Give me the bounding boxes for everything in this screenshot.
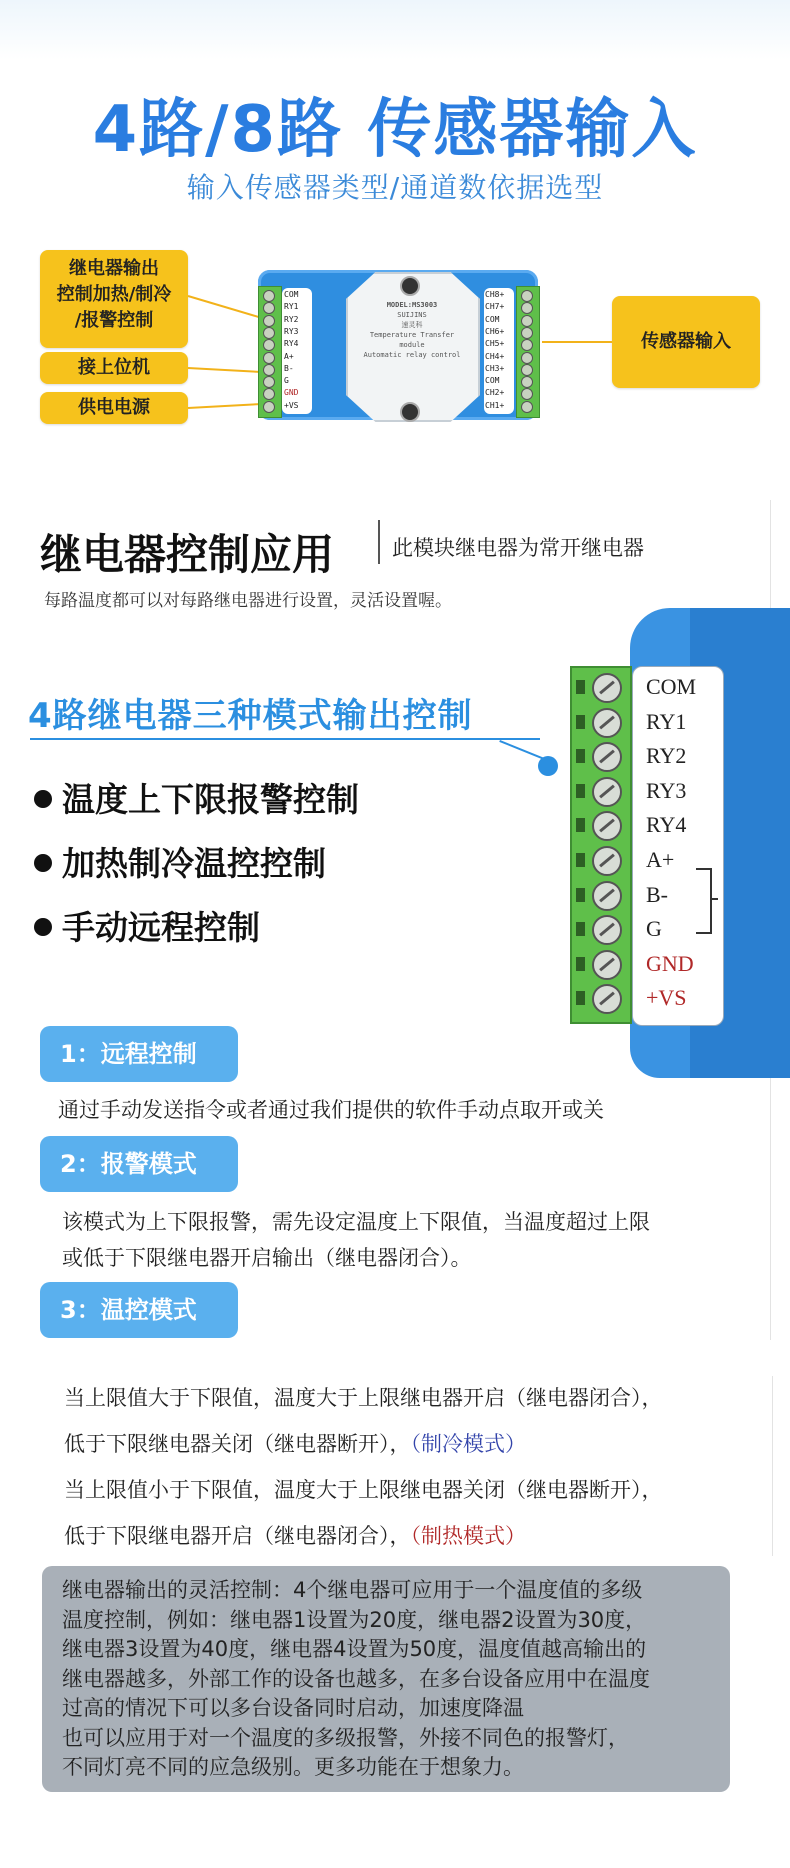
terminal-screw xyxy=(572,707,626,737)
flexible-line: 过高的情况下可以多台设备同时启动，加速度降温 xyxy=(62,1696,524,1720)
temp-rule-text: 低于下限继电器关闭（继电器断开）， xyxy=(64,1432,411,1456)
flexible-line: 继电器越多，外部工作的设备也越多，在多台设备应用中在温度 xyxy=(62,1666,650,1691)
terminal-nub xyxy=(576,922,585,936)
leader-line xyxy=(499,740,544,760)
relay-section-desc: 每路温度都可以对每路继电器进行设置，灵活设置喔。 xyxy=(44,591,452,611)
module-text-line: Temperature Transfer module xyxy=(369,331,455,349)
terminal-nub xyxy=(576,957,585,971)
bullet-item xyxy=(34,774,359,821)
relay-section-title: 继电器控制应用 xyxy=(40,530,335,579)
terminal-screw-icon xyxy=(263,327,275,339)
bullet-text: 温度上下限报警控制 xyxy=(62,780,359,819)
terminal-screw-icon xyxy=(521,376,533,388)
heading-underline xyxy=(30,738,540,740)
pin-label: CH8+ xyxy=(485,290,505,299)
rs485-bracket xyxy=(696,868,712,934)
closeup-pin-label: B- xyxy=(646,881,668,907)
pin-label: CH4+ xyxy=(485,351,505,361)
mode-badge-remote: 1：远程控制 xyxy=(40,1026,238,1082)
pin-label: RY4 xyxy=(284,339,299,349)
temp-rule-line: 当上限值小于下限值，温度大于上限继电器关闭（继电器断开）， xyxy=(64,1478,663,1502)
pin-label: CH5+ xyxy=(485,339,505,349)
pin-label: CH7+ xyxy=(485,302,505,312)
terminal-screw-icon xyxy=(263,290,275,302)
rs485-bracket-tick xyxy=(710,898,718,900)
mode-alarm-line: 该模式为上下限报警，需先设定温度上下限值，当温度超过上限 xyxy=(62,1210,650,1234)
bullet-text: 加热制冷温控控制 xyxy=(62,844,326,883)
terminal-screw xyxy=(572,914,626,944)
terminal-screw-icon xyxy=(521,352,533,364)
terminal-screw xyxy=(572,949,626,979)
temp-rule-line xyxy=(64,1428,526,1458)
leader-dot xyxy=(538,756,558,776)
bullet-item xyxy=(34,902,260,949)
pin-label: CH2+ xyxy=(485,388,505,398)
terminal-screw xyxy=(572,672,626,702)
terminal-nub xyxy=(576,784,585,798)
module-text-line: MODEL:MS3003 xyxy=(386,301,438,309)
module-text-line: Automatic relay control xyxy=(363,351,461,359)
terminal-nub xyxy=(576,715,585,729)
module-label xyxy=(360,300,464,360)
mode-alarm-line: 或低于下限继电器开启输出（继电器闭合）。 xyxy=(62,1246,472,1270)
terminal-screw xyxy=(572,810,626,840)
terminal-nub xyxy=(576,680,585,694)
screw-icon xyxy=(592,777,622,807)
hero-subtitle: 输入传感器类型/通道数依据选型 xyxy=(186,171,604,204)
temp-rule-line: 当上限值大于下限值，温度大于上限继电器开启（继电器闭合）， xyxy=(64,1386,663,1410)
screw-icon xyxy=(592,846,622,876)
flexible-line: 继电器输出的灵活控制：4个继电器可应用于一个温度值的多级 xyxy=(62,1578,643,1602)
pin-label: CH6+ xyxy=(485,326,505,336)
pin-label: RY2 xyxy=(284,314,299,324)
bullet-dot xyxy=(34,918,52,936)
closeup-pin-label: G xyxy=(646,916,662,942)
hero-title: 4路/8路 传感器输入 xyxy=(92,93,698,167)
module-text-line: SUIJINS xyxy=(397,311,427,319)
mode-alarm-text xyxy=(62,1204,650,1276)
screw-icon xyxy=(592,915,622,945)
closeup-pin-label: +VS xyxy=(646,985,687,1011)
closeup-pin-label: RY4 xyxy=(646,812,687,838)
relay-section-note: 此模块继电器为常开继电器 xyxy=(392,536,644,560)
pin-label: COM xyxy=(485,314,500,324)
pin-label: GND xyxy=(284,388,299,398)
screw-icon xyxy=(592,673,622,703)
pin-label: +VS xyxy=(284,400,299,410)
terminal-screw-icon xyxy=(263,364,275,376)
relay-output-label-line: /报警控制 xyxy=(74,310,154,331)
terminal-screw xyxy=(572,776,626,806)
flexible-line: 温度控制，例如：继电器1设置为20度，继电器2设置为30度， xyxy=(62,1607,647,1632)
pin-label: A+ xyxy=(284,351,294,361)
terminal-screw xyxy=(572,880,626,910)
bullet-item xyxy=(34,838,326,885)
closeup-pin-label: GND xyxy=(646,950,694,976)
terminal-nub xyxy=(576,853,585,867)
screw-icon xyxy=(592,950,622,980)
closeup-pin-label: COM xyxy=(646,674,697,699)
terminal-nub xyxy=(576,991,585,1005)
divider xyxy=(772,1376,773,1556)
pin-label: COM xyxy=(284,290,299,299)
pin-label: B- xyxy=(284,363,294,373)
screw-icon xyxy=(592,811,622,841)
heating-mode-tag: （制热模式） xyxy=(410,1524,526,1548)
terminal-screw xyxy=(572,741,626,771)
relay-output-label-line: 继电器输出 xyxy=(69,258,159,279)
terminal-screw-icon xyxy=(263,315,275,327)
pin-label: CH3+ xyxy=(485,363,505,373)
pin-label: CH1+ xyxy=(485,400,505,410)
screw-icon xyxy=(400,402,420,422)
host-label: 接上位机 xyxy=(40,352,188,384)
closeup-pin-label: RY3 xyxy=(646,777,687,803)
terminal-screw xyxy=(572,845,626,875)
terminal-nub xyxy=(576,749,585,763)
screw-icon xyxy=(400,276,420,296)
cooling-mode-tag: （制冷模式） xyxy=(410,1432,526,1456)
bullet-text: 手动远程控制 xyxy=(62,908,260,947)
terminal-screw xyxy=(572,983,626,1013)
terminal-nub xyxy=(576,818,585,832)
temp-rule-text: 低于下限继电器开启（继电器闭合）， xyxy=(64,1524,411,1548)
screw-icon xyxy=(592,984,622,1014)
relay-output-label-line: 控制加热/制冷 xyxy=(56,284,172,305)
pin-label: G xyxy=(284,376,289,386)
flexible-line: 不同灯亮不同的应急级别。更多功能在于想象力。 xyxy=(62,1755,524,1779)
terminal-screw-icon xyxy=(521,290,533,302)
closeup-pin-label: RY2 xyxy=(646,743,687,769)
mode-badge-alarm: 2：报警模式 xyxy=(40,1136,238,1192)
three-modes-heading: 4路继电器三种模式输出控制 xyxy=(28,696,473,736)
pin-label: RY3 xyxy=(284,326,299,336)
pin-label: COM xyxy=(485,376,500,386)
mode-remote-text: 通过手动发送指令或者通过我们提供的软件手动点取开或关 xyxy=(58,1098,604,1122)
screw-icon xyxy=(592,881,622,911)
terminal-screw-icon xyxy=(521,327,533,339)
temp-rule-line xyxy=(64,1520,526,1550)
mode-badge-temp: 3：温控模式 xyxy=(40,1282,238,1338)
closeup-pin-label: RY1 xyxy=(646,708,687,734)
pin-label: RY1 xyxy=(284,302,299,312)
terminal-screw-icon xyxy=(263,401,275,413)
module-text-line: 速灵科 xyxy=(401,321,423,329)
terminal-nub xyxy=(576,888,585,902)
sensor-input-label: 传感器输入 xyxy=(612,296,760,388)
flexible-line: 也可以应用于对一个温度的多级报警，外接不同色的报警灯， xyxy=(62,1725,629,1750)
terminal-screw-icon xyxy=(263,352,275,364)
terminal-screw-icon xyxy=(521,315,533,327)
bullet-dot xyxy=(34,790,52,808)
closeup-pin-label: A+ xyxy=(646,847,675,872)
terminal-screw-icon xyxy=(521,364,533,376)
flexible-control-text xyxy=(62,1576,742,1783)
screw-icon xyxy=(592,708,622,738)
terminal-screw-icon xyxy=(263,376,275,388)
screw-icon xyxy=(592,742,622,772)
title-divider xyxy=(378,520,380,564)
bullet-dot xyxy=(34,854,52,872)
power-label: 供电电源 xyxy=(40,392,188,424)
terminal-screw-icon xyxy=(521,401,533,413)
flexible-line: 继电器3设置为40度，继电器4设置为50度，温度值越高输出的 xyxy=(62,1637,647,1661)
